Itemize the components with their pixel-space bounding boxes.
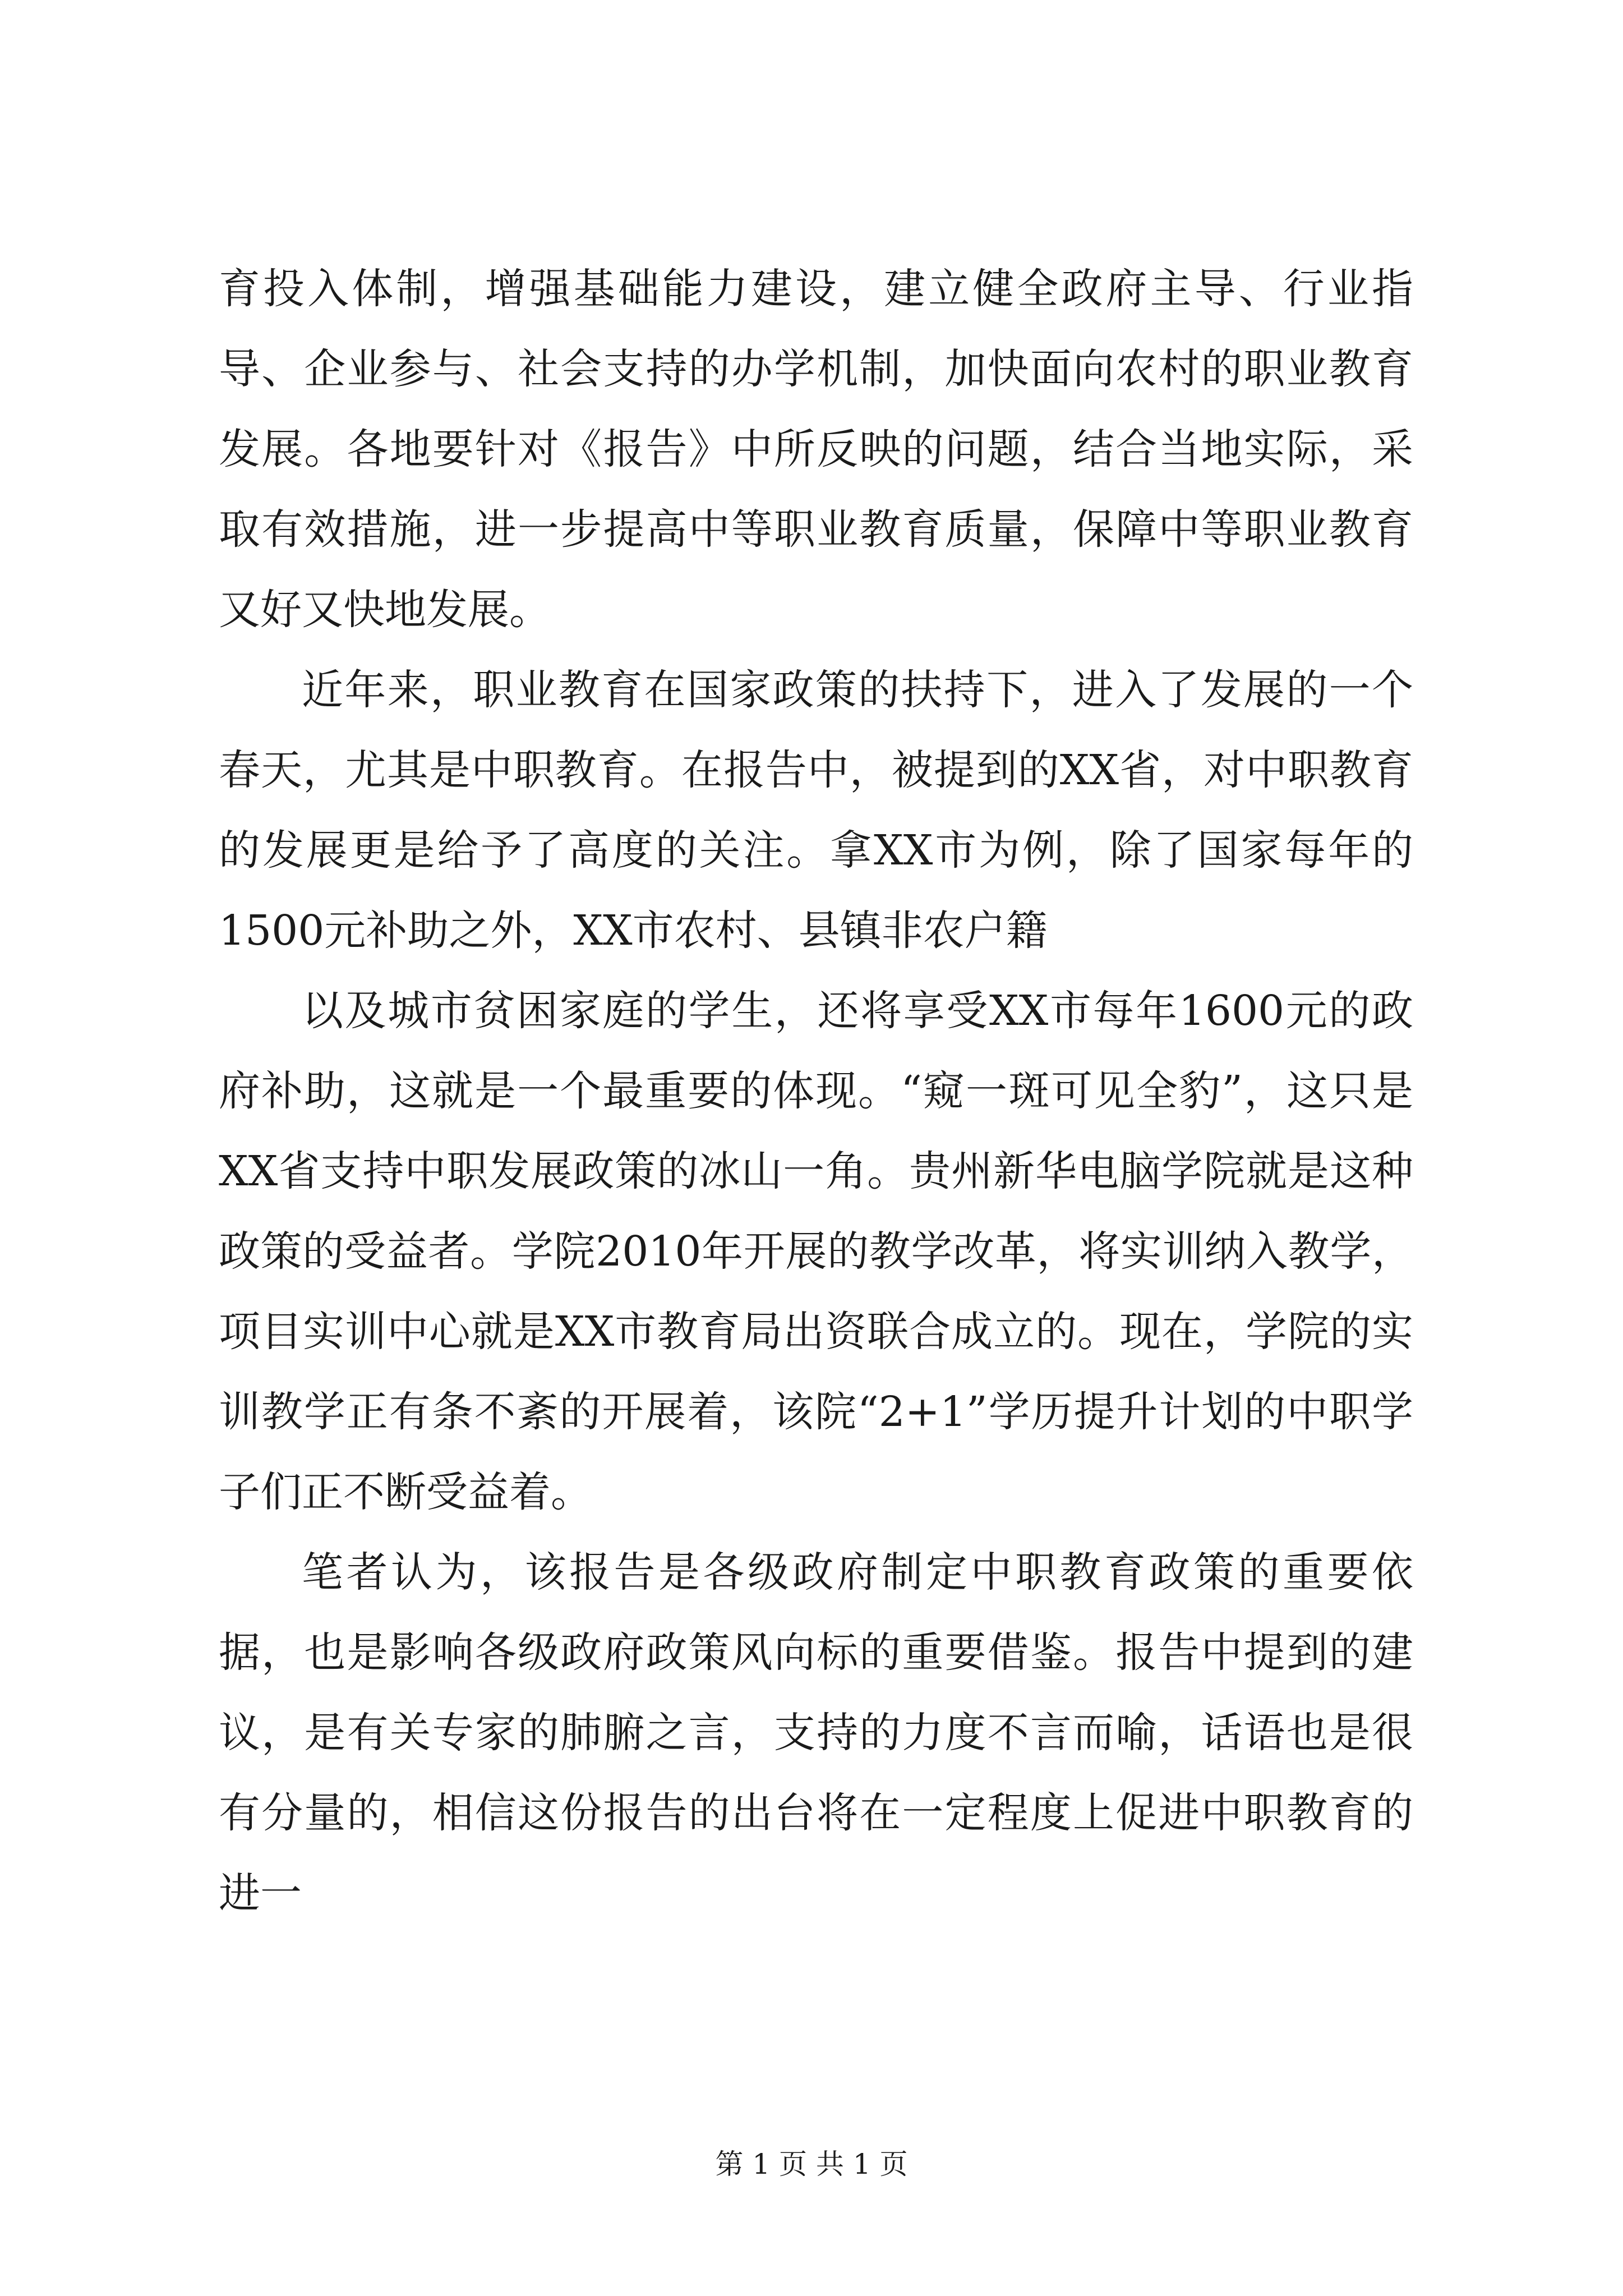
paragraph-2: 近年来，职业教育在国家政策的扶持下，进入了发展的一个春天，尤其是中职教育。在报告中，被提到的XX省，对中职教育的发展更是给予了高度的关注。拿XX市为例，除了国家每年的1500元补助之外，XX市农村、县镇非农户籍 <box>219 666 1413 955</box>
page-number-footer: 第 1 页 共 1 页 <box>715 2148 908 2180</box>
paragraph-4: 笔者认为，该报告是各级政府制定中职教育政策的重要依据，也是影响各级政府政策风向标的重要借鉴。报告中提到的建议，是有关专家的肺腑之言，支持的力度不言而喻，话语也是很有分量的，相信这份报告的出台将在一定程度上促进中职教育的进一 <box>219 1548 1413 1917</box>
paragraph-1: 育投入体制，增强基础能力建设，建立健全政府主导、行业指导、企业参与、社会支持的办学机制，加快面向农村的职业教育发展。各地要针对《报告》中所反映的问题，结合当地实际，采取有效措施，进一步提高中等职业教育质量，保障中等职业教育又好又快地发展。 <box>219 265 1413 634</box>
paragraph-3: 以及城市贫困家庭的学生，还将享受XX市每年1600元的政府补助，这就是一个最重要的体现。“窥一斑可见全豹”，这只是XX省支持中职发展政策的冰山一角。贵州新华电脑学院就是这种政策的受益者。学院2010年开展的教学改革，将实训纳入教学，项目实训中心就是XX市教育局出资联合成立的。现在，学院的实训教学正有条不紊的开展着，该院“2+1”学历提升计划的中职学子们正不断受益着。 <box>219 987 1413 1516</box>
document-body <box>219 249 1413 1934</box>
